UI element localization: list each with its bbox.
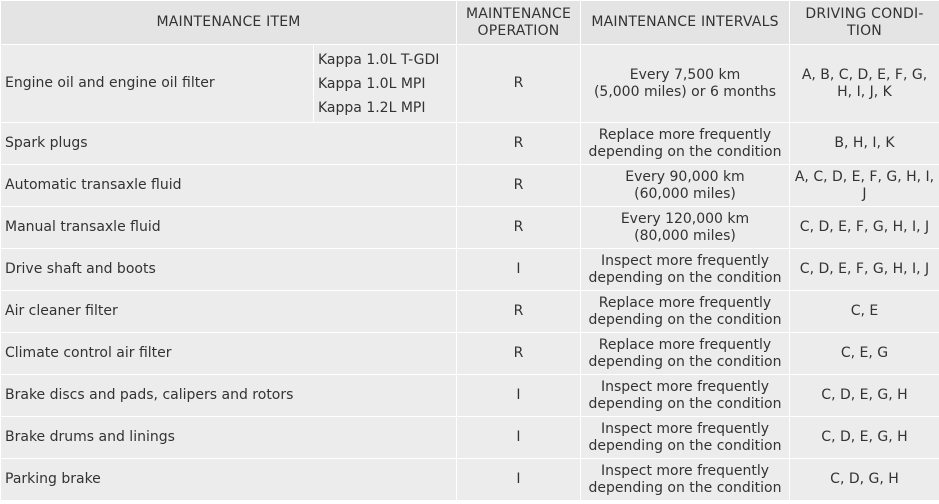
conditions-cell: C, D, E, F, G, H, I, J <box>790 249 939 291</box>
item-cell: Air cleaner filter <box>1 291 457 333</box>
header-row <box>1 1 939 45</box>
conditions-cell: A, C, D, E, F, G, H, I, J <box>790 165 939 207</box>
engine-variant: Kappa 1.2L MPI <box>318 99 426 116</box>
operation-cell: R <box>457 123 581 165</box>
engine-variant: Kappa 1.0L T-GDI <box>318 51 440 68</box>
operation-cell: R <box>457 165 581 207</box>
item-cell: Drive shaft and boots <box>1 249 457 291</box>
interval-cell: Replace more frequently depending on the condition <box>581 333 790 375</box>
conditions-cell: C, D, E, G, H <box>790 417 939 459</box>
conditions-cell: C, D, E, G, H <box>790 375 939 417</box>
operation-cell: I <box>457 417 581 459</box>
item-cell: Manual transaxle fluid <box>1 207 457 249</box>
interval-cell: Every 90,000 km (60,000 miles) <box>581 165 790 207</box>
table-row <box>1 207 939 249</box>
header-maintenance-item: MAINTENANCE ITEM <box>1 1 457 45</box>
header-maintenance-operation: MAINTENANCE OPERATION <box>457 1 581 45</box>
conditions-cell: C, D, G, H <box>790 459 939 501</box>
item-cell: Automatic transaxle fluid <box>1 165 457 207</box>
table-row <box>1 375 939 417</box>
table-row <box>1 333 939 375</box>
operation-cell: I <box>457 459 581 501</box>
interval-cell: Replace more frequently depending on the condition <box>581 123 790 165</box>
engine-variant: Kappa 1.0L MPI <box>318 75 426 92</box>
table-row <box>1 417 939 459</box>
item-cell: Engine oil and engine oil filter <box>1 45 314 123</box>
operation-cell: R <box>457 333 581 375</box>
item-cell: Climate control air filter <box>1 333 457 375</box>
interval-cell: Inspect more frequently depending on the condition <box>581 417 790 459</box>
table-row <box>1 123 939 165</box>
conditions-cell: B, H, I, K <box>790 123 939 165</box>
interval-cell: Inspect more frequently depending on the condition <box>581 249 790 291</box>
header-maintenance-intervals: MAINTENANCE INTERVALS <box>581 1 790 45</box>
header-driving-condition: DRIVING CONDI- TION <box>790 1 939 45</box>
operation-cell: I <box>457 249 581 291</box>
conditions-cell: C, E <box>790 291 939 333</box>
operation-cell: R <box>457 207 581 249</box>
operation-cell: I <box>457 375 581 417</box>
engine-variants-cell <box>314 45 457 123</box>
conditions-cell: C, D, E, F, G, H, I, J <box>790 207 939 249</box>
table-row <box>1 459 939 501</box>
table-row <box>1 45 939 123</box>
interval-cell: Every 7,500 km (5,000 miles) or 6 months <box>581 45 790 123</box>
interval-cell: Every 120,000 km (80,000 miles) <box>581 207 790 249</box>
item-cell: Brake drums and linings <box>1 417 457 459</box>
interval-cell: Replace more frequently depending on the condition <box>581 291 790 333</box>
item-cell: Parking brake <box>1 459 457 501</box>
item-cell: Spark plugs <box>1 123 457 165</box>
operation-cell: R <box>457 291 581 333</box>
interval-cell: Inspect more frequently depending on the condition <box>581 459 790 501</box>
operation-cell: R <box>457 45 581 123</box>
conditions-cell: A, B, C, D, E, F, G, H, I, J, K <box>790 45 939 123</box>
table-row <box>1 291 939 333</box>
table-row <box>1 249 939 291</box>
conditions-cell: C, E, G <box>790 333 939 375</box>
interval-cell: Inspect more frequently depending on the condition <box>581 375 790 417</box>
table-row <box>1 165 939 207</box>
item-cell: Brake discs and pads, calipers and rotors <box>1 375 457 417</box>
